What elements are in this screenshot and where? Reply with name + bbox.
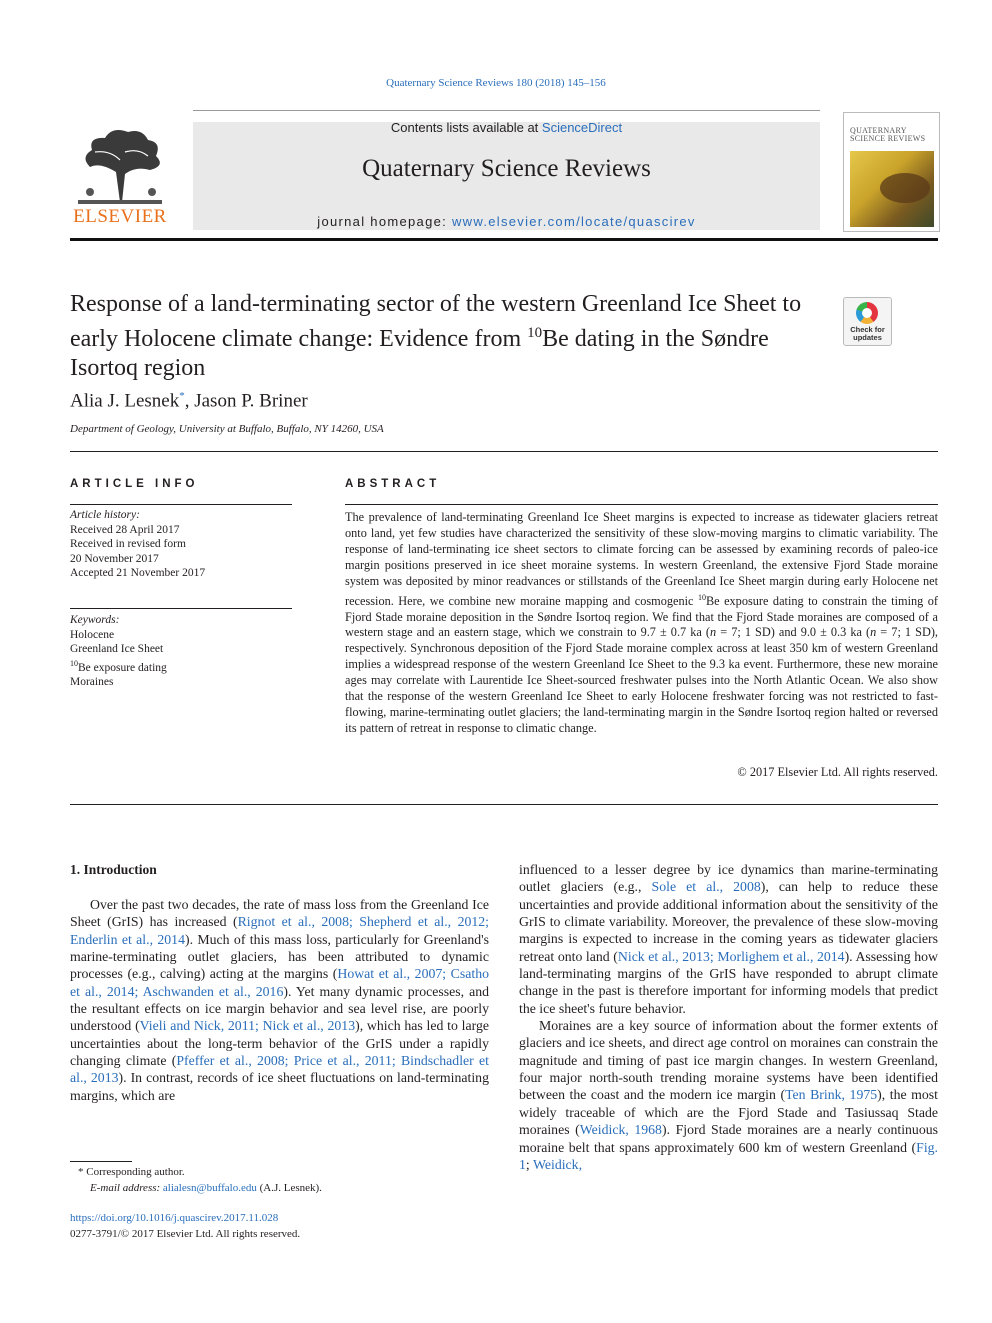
author-2[interactable]: Jason P. Briner — [194, 390, 308, 412]
text-run: ), can help to reduce these uncertainties and provide additional information about the sensitivity of the GrIS to climate variability. Moreover, the prevalence of these slow-moving margins is expected to increase in the coming years as tidewater glaciers retreat onto land ( — [519, 879, 938, 964]
cover-artwork-detail — [880, 173, 930, 203]
homepage-link[interactable]: www.elsevier.com/locate/quascirev — [451, 214, 696, 229]
email-link[interactable]: alialesn@buffalo.edu — [162, 1182, 257, 1194]
text-run: Over the past two decades, the rate of mass loss from the Greenland Ice Sheet (GrIS) has increased ( — [70, 897, 489, 930]
corresponding-author-mark[interactable]: * — [179, 390, 185, 402]
body-column-left — [70, 896, 489, 1104]
elsevier-wordmark: ELSEVIER — [73, 206, 167, 227]
abstract-n1: n — [710, 625, 717, 640]
abstract-n2: n — [870, 625, 877, 640]
abstract-heading: ABSTRACT — [345, 478, 441, 490]
citation-link[interactable]: Nick et al., 2013; Morlighem et al., 2014 — [617, 948, 845, 964]
text-run: influenced to a lesser degree by ice dynamics than marine-terminating outlet glaciers (e.g., — [519, 862, 938, 895]
abstract-isotope: 10 — [697, 592, 706, 602]
abstract-part3: = 7; 1 SD) and 9.0 ± 0.3 ka ( — [716, 625, 871, 640]
keyword-2: Greenland Ice Sheet — [70, 643, 164, 655]
issn-line: 0277-3791/© 2017 Elsevier Ltd. All rights reserved. — [70, 1228, 301, 1240]
text-run: Moraines are a key source of information about the former extents of glaciers and ice sheets, and direct age control on moraines can constrain the magnitude and timing of past ice margin changes. In western Greenland, four major north-south trending moraine systems have been identified between the coast and the modern ice margin ( — [519, 1018, 938, 1103]
citation-link[interactable]: Sole et al., 2008 — [651, 879, 761, 895]
check-label-line2: updates — [853, 333, 882, 342]
footnote-mark: * — [78, 1166, 87, 1178]
article-history — [70, 508, 292, 581]
keyword-3 — [70, 657, 292, 675]
text-run: ). Assessing how land-terminating margins of the GrIS have responded to abrupt climate change in the past is therefore important for informing models that predict the ice sheet's future behavior. — [519, 948, 938, 1016]
header-top-rule — [193, 110, 820, 111]
footnote-corresponding-text: Corresponding author. — [86, 1166, 185, 1178]
abstract-copyright: © 2017 Elsevier Ltd. All rights reserved. — [737, 765, 938, 779]
text-run: ), which has led to large uncertainties about the long-term behavior of the GrIS under a rapidly changing climate ( — [70, 1018, 489, 1069]
abstract-part4: = 7; 1 SD), respectively. Synchronous deposition of the Fjord Stade moraine complex across at least 350 km of western Greenland implies a widespread response of the western Greenland Ice Sheet to the 9.3 ka event. Furthermore, these new moraine ages may correlate with Laurentide Ice Sheet-sourced freshwater pulses into the North Atlantic Ocean. We also show that the response of the western Greenland Ice Sheet to early Holocene freshwater forcing was not restricted to fast-flowing, marine-terminating outlet glaciers; the land-terminating margin in the Søndre Isortoq region halted or reversed its pattern of retreat in response to climatic change. — [345, 625, 938, 735]
title-part1: Response of a land-terminating sector of the western Greenland Ice Sheet to early Holocene climate change: Evidence from — [70, 291, 802, 352]
text-run: ; — [525, 1156, 533, 1172]
keywords — [70, 613, 292, 689]
journal-cover-thumbnail[interactable] — [843, 112, 940, 232]
doi-link[interactable]: https://doi.org/10.1016/j.quascirev.2017.11.028 — [70, 1212, 279, 1224]
text-run: ). In contrast, records of ice sheet fluctuations on land-terminating margins, which are — [70, 1070, 489, 1103]
abstract-part1: The prevalence of land-terminating Greenland Ice Sheet margins is expected to increase as tidewater glaciers retreat onto land, yet few studies have characterized the sensitivity of these slow-moving margins to climatic variability. The response of land-terminating ice sheet sectors to climate forcing can be assessed by examining records of paleo-ice margin positions preserved in ice sheet moraine systems. In western Greenland, the extensive Fjord Stade moraine system was deposited by minor readvances or stillstands of the Greenland Ice Sheet margin during early Holocene net recession. Here, we combine new moraine mapping and cosmogenic — [345, 510, 938, 608]
body-column-right — [519, 861, 938, 1173]
text-run: ). Much of this mass loss, particularly for Greenland's marine-terminating outlet glaciers, has been attributed to dynamic processes (e.g., calving) acting at the margins ( — [70, 931, 489, 982]
citation-link[interactable]: Ten Brink, 1975 — [785, 1087, 878, 1103]
section-heading-introduction: 1. Introduction — [70, 862, 157, 877]
citation-link[interactable]: Weidick, 1968 — [579, 1122, 662, 1138]
intro-paragraph-2 — [519, 1017, 938, 1173]
title-isotope: 10 — [527, 325, 543, 341]
journal-homepage-line — [193, 214, 820, 229]
author-1[interactable]: Alia J. Lesnek — [70, 390, 180, 412]
keywords-label: Keywords: — [70, 614, 120, 626]
article-info-rule — [70, 504, 292, 505]
revised-line2: 20 November 2017 — [70, 552, 159, 565]
citation-link[interactable]: Pfeffer et al., 2008; Price et al., 2011; Bindschadler et al., 2013 — [70, 1053, 489, 1086]
check-for-updates-label — [844, 326, 891, 342]
revised-line1: Received in revised form — [70, 538, 186, 550]
abstract-part2: Be exposure dating to constrain the timing of Fjord Stade moraine deposition in the Søndre Isortoq region. We find that the Fjord Stade moraines are composed of a western stage and an eastern stage, which we constrain to 9.7 ± 0.7 ka ( — [345, 593, 938, 640]
homepage-prefix: journal homepage: — [317, 214, 452, 229]
footnote-corresponding — [70, 1165, 185, 1181]
sciencedirect-link[interactable]: ScienceDirect — [541, 120, 623, 135]
citation-link[interactable]: Howat et al., 2007; Csatho et al., 2014; Aschwanden et al., 2016 — [70, 966, 489, 999]
section-divider — [70, 451, 938, 452]
abstract-bottom-rule — [70, 804, 938, 805]
footnote-email — [90, 1181, 322, 1197]
check-for-updates-button[interactable] — [843, 297, 892, 346]
figure-link[interactable]: Fig. 1 — [519, 1139, 938, 1172]
citation-link[interactable]: Weidick, — [532, 1156, 583, 1172]
journal-title: Quaternary Science Reviews — [362, 155, 651, 182]
keyword-3-text: Be exposure dating — [78, 661, 167, 674]
text-run: ), the most widely traceable of which are the Fjord Stade and Tasiussaq Stade moraines ( — [519, 1087, 938, 1138]
citation-link[interactable]: Vieli and Nick, 2011; Nick et al., 2013 — [139, 1018, 356, 1034]
contents-prefix: Contents lists available at — [390, 120, 542, 135]
contents-line — [193, 120, 820, 135]
article-info-heading: ARTICLE INFO — [70, 478, 199, 490]
footnote-rule — [70, 1161, 132, 1162]
intro-paragraph-1-cont — [519, 861, 938, 1017]
keyword-4: Moraines — [70, 675, 114, 688]
doi-line — [70, 1210, 278, 1226]
email-suffix: (A.J. Lesnek). — [256, 1182, 322, 1194]
keywords-rule — [70, 608, 292, 609]
title-part2: Be dating in the Søndre Isortoq region — [70, 326, 769, 381]
received-date: Received 28 April 2017 — [70, 523, 180, 536]
citation-link[interactable]: Rignot et al., 2008; Shepherd et al., 2012; Enderlin et al., 2014 — [70, 914, 490, 947]
author-list — [70, 390, 308, 412]
abstract-rule — [345, 504, 938, 505]
cover-title: QUATERNARY SCIENCE REVIEWS — [850, 126, 926, 143]
history-label: Article history: — [70, 509, 140, 521]
crossmark-icon — [856, 302, 878, 324]
affiliation: Department of Geology, University at Buffalo, Buffalo, NY 14260, USA — [70, 423, 384, 435]
article-title — [70, 290, 830, 383]
check-label-line1: Check for — [850, 325, 885, 334]
email-label: E-mail address: — [90, 1182, 163, 1194]
abstract-text — [345, 510, 938, 737]
journal-citation-link[interactable]: Quaternary Science Reviews 180 (2018) 145–156 — [386, 77, 606, 89]
text-run: ). Yet many dynamic processes, and the resultant effects on ice margin behavior and sea level rise, are poorly understood ( — [70, 983, 490, 1034]
text-run: ). Fjord Stade moraines are a nearly continuous moraine belt that spans approximately 600 km of western Greenland ( — [519, 1122, 938, 1155]
accepted-date: Accepted 21 November 2017 — [70, 567, 206, 579]
keyword-3-sup: 10 — [70, 658, 78, 668]
intro-paragraph-1 — [70, 896, 489, 1104]
keyword-1: Holocene — [70, 628, 115, 641]
header-bottom-rule — [70, 238, 938, 241]
author-separator: , — [184, 390, 195, 412]
